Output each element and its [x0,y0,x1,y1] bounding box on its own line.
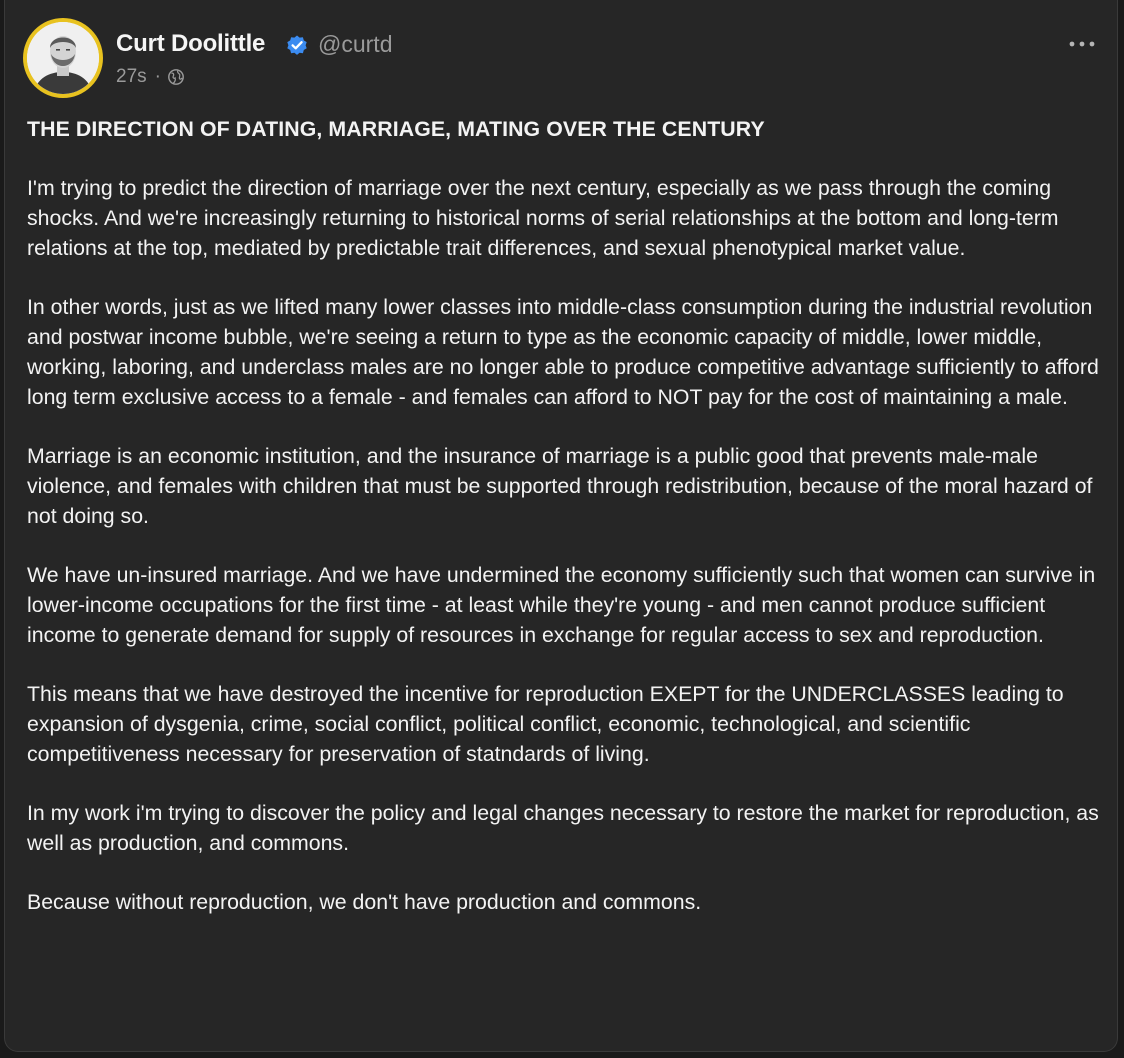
post-title: THE DIRECTION OF DATING, MARRIAGE, MATING OVER THE CENTURY [27,117,765,141]
post-body [27,114,1107,946]
post-paragraph: Marriage is an economic institution, and the insurance of marriage is a public good that prevents male-male violence, and females with children that must be supported through redistribution, because of the moral hazard of not doing so. [27,444,1093,528]
post-paragraph: I'm trying to predict the direction of marriage over the next century, especially as we pass through the coming shocks. And we're increasingly returning to historical norms of serial relationships at the bottom and long-term relations at the top, mediated by predictable trait differences, and sexual phenotypical market value. [27,176,1059,260]
verified-badge-icon [285,33,309,57]
author-handle[interactable]: @curtd [318,31,393,57]
post-card [4,0,1118,1052]
globe-icon [167,68,185,86]
post-paragraph: In other words, just as we lifted many lower classes into middle-class consumption during the industrial revolution and postwar income bubble, we're seeing a return to type as the economic capacity of middle, lower middle, working, laboring, and underclass males are no longer able to produce competitive advantage sufficiently to afford long term exclusive access to a female - and females can afford to NOT pay for the cost of maintaining a male. [27,295,1099,409]
post-paragraph: Because without reproduction, we don't have production and commons. [27,890,702,914]
post-paragraph: This means that we have destroyed the incentive for reproduction EXEPT for the UNDERCLASSES leading to expansion of dysgenia, crime, social conflict, political conflict, economic, technological, and scientific competitiveness necessary for preservation of statndards of living. [27,682,1064,766]
more-horizontal-icon[interactable] [1067,36,1097,52]
meta-separator: · [154,66,161,87]
avatar[interactable] [23,18,103,98]
author-name[interactable]: Curt Doolittle [116,30,266,57]
post-paragraph: In my work i'm trying to discover the policy and legal changes necessary to restore the market for reproduction, as well as production, and commons. [27,801,1099,855]
avatar-portrait-icon [27,22,99,94]
post-meta [116,66,185,88]
post-timestamp[interactable]: 27s [116,66,147,87]
post-paragraph: We have un-insured marriage. And we have undermined the economy sufficiently such that women can survive in lower-income occupations for the first time - at least while they're young - and men cannot produce sufficient income to generate demand for supply of resources in exchange for regular access to sex and reproduction. [27,563,1096,647]
